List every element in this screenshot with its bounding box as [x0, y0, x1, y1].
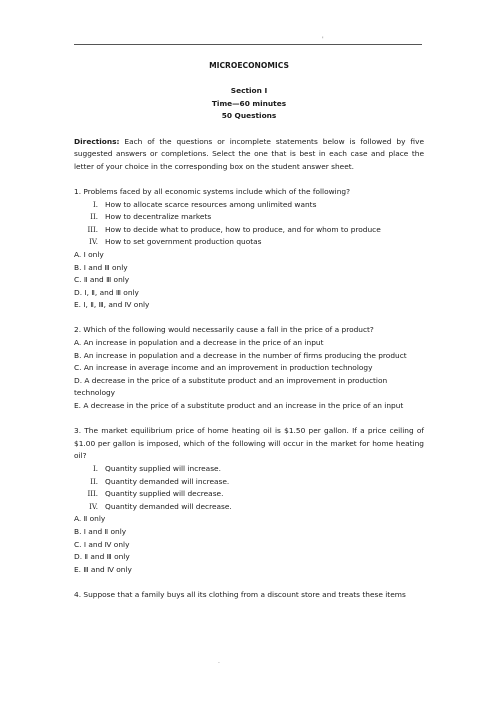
answer-choice: B. Ⅰ and Ⅱ only	[74, 526, 127, 536]
answer-choice: C. Ⅱ and Ⅲ only	[74, 275, 130, 285]
question-stem: 3. The market equilibrium price of home heating oil is $1.50 per gallon. If a price ceiling of $1.00 per gallon is imposed, which of the following will occur in the market for home heating oil?	[74, 426, 424, 461]
question-3	[74, 425, 424, 576]
answer-choice: A. Ⅰ only	[74, 249, 104, 259]
answer-choice: B. Ⅰ and Ⅲ only	[74, 262, 128, 272]
section-label: Section I	[230, 86, 268, 96]
header-mark: '	[322, 36, 324, 43]
exam-content	[74, 60, 424, 602]
question-stem: 2. Which of the following would necessarily cause a fall in the price of a product?	[74, 325, 374, 335]
time-label: Time—60 minutes	[211, 98, 287, 108]
footer-mark: .	[218, 658, 220, 665]
question-2	[74, 324, 424, 412]
directions-label: Directions:	[74, 136, 120, 146]
statement: II. How to decentralize markets	[90, 212, 212, 222]
statement: II. Quantity demanded will increase.	[90, 476, 230, 486]
answer-choice: E. Ⅲ and Ⅳ only	[74, 564, 132, 574]
header-rule	[74, 44, 422, 45]
exam-title: MICROECONOMICS	[209, 61, 289, 70]
answer-choice: C. Ⅰ and Ⅳ only	[74, 539, 130, 549]
statement: III. Quantity supplied will decrease.	[87, 489, 224, 499]
answer-choice: D. A decrease in the price of a substitute product and an improvement in production technology	[74, 375, 388, 398]
answer-choice: A. Ⅱ only	[74, 514, 106, 524]
question-stem: 1. Problems faced by all economic systems include which of the following?	[74, 186, 351, 196]
answer-choice: A. An increase in population and a decrease in the price of an input	[74, 338, 324, 348]
directions-text: Each of the questions or incomplete statements below is followed by five suggested answers or completions. Select the one that is best in each case and place the letter of your choice in the corresponding box on the student answer sheet.	[74, 136, 424, 171]
answer-choice: D. Ⅰ, Ⅱ, and Ⅲ only	[74, 287, 139, 297]
statement: III. How to decide what to produce, how to produce, and for whom to produce	[87, 224, 381, 234]
question-count: 50 Questions	[221, 111, 277, 121]
statement: I. Quantity supplied will increase.	[93, 464, 221, 473]
answer-choice: D. Ⅱ and Ⅲ only	[74, 552, 130, 562]
answer-choice: E. Ⅰ, Ⅱ, Ⅲ, and Ⅳ only	[74, 300, 150, 310]
question-1	[74, 186, 424, 312]
question-4	[74, 589, 424, 602]
question-stem: 4. Suppose that a family buys all its clothing from a discount store and treats these items	[74, 589, 406, 599]
answer-choice: C. An increase in average income and an improvement in production technology	[74, 363, 373, 373]
answer-choice: B. An increase in population and a decrease in the number of firms producing the product	[74, 350, 407, 360]
statement: IV. Quantity demanded will decrease.	[89, 501, 232, 511]
directions	[74, 136, 424, 174]
statement: IV. How to set government production quotas	[89, 237, 262, 247]
statement: I. How to allocate scarce resources among unlimited wants	[93, 199, 317, 209]
answer-choice: E. A decrease in the price of a substitute product and an increase in the price of an input	[74, 401, 404, 411]
